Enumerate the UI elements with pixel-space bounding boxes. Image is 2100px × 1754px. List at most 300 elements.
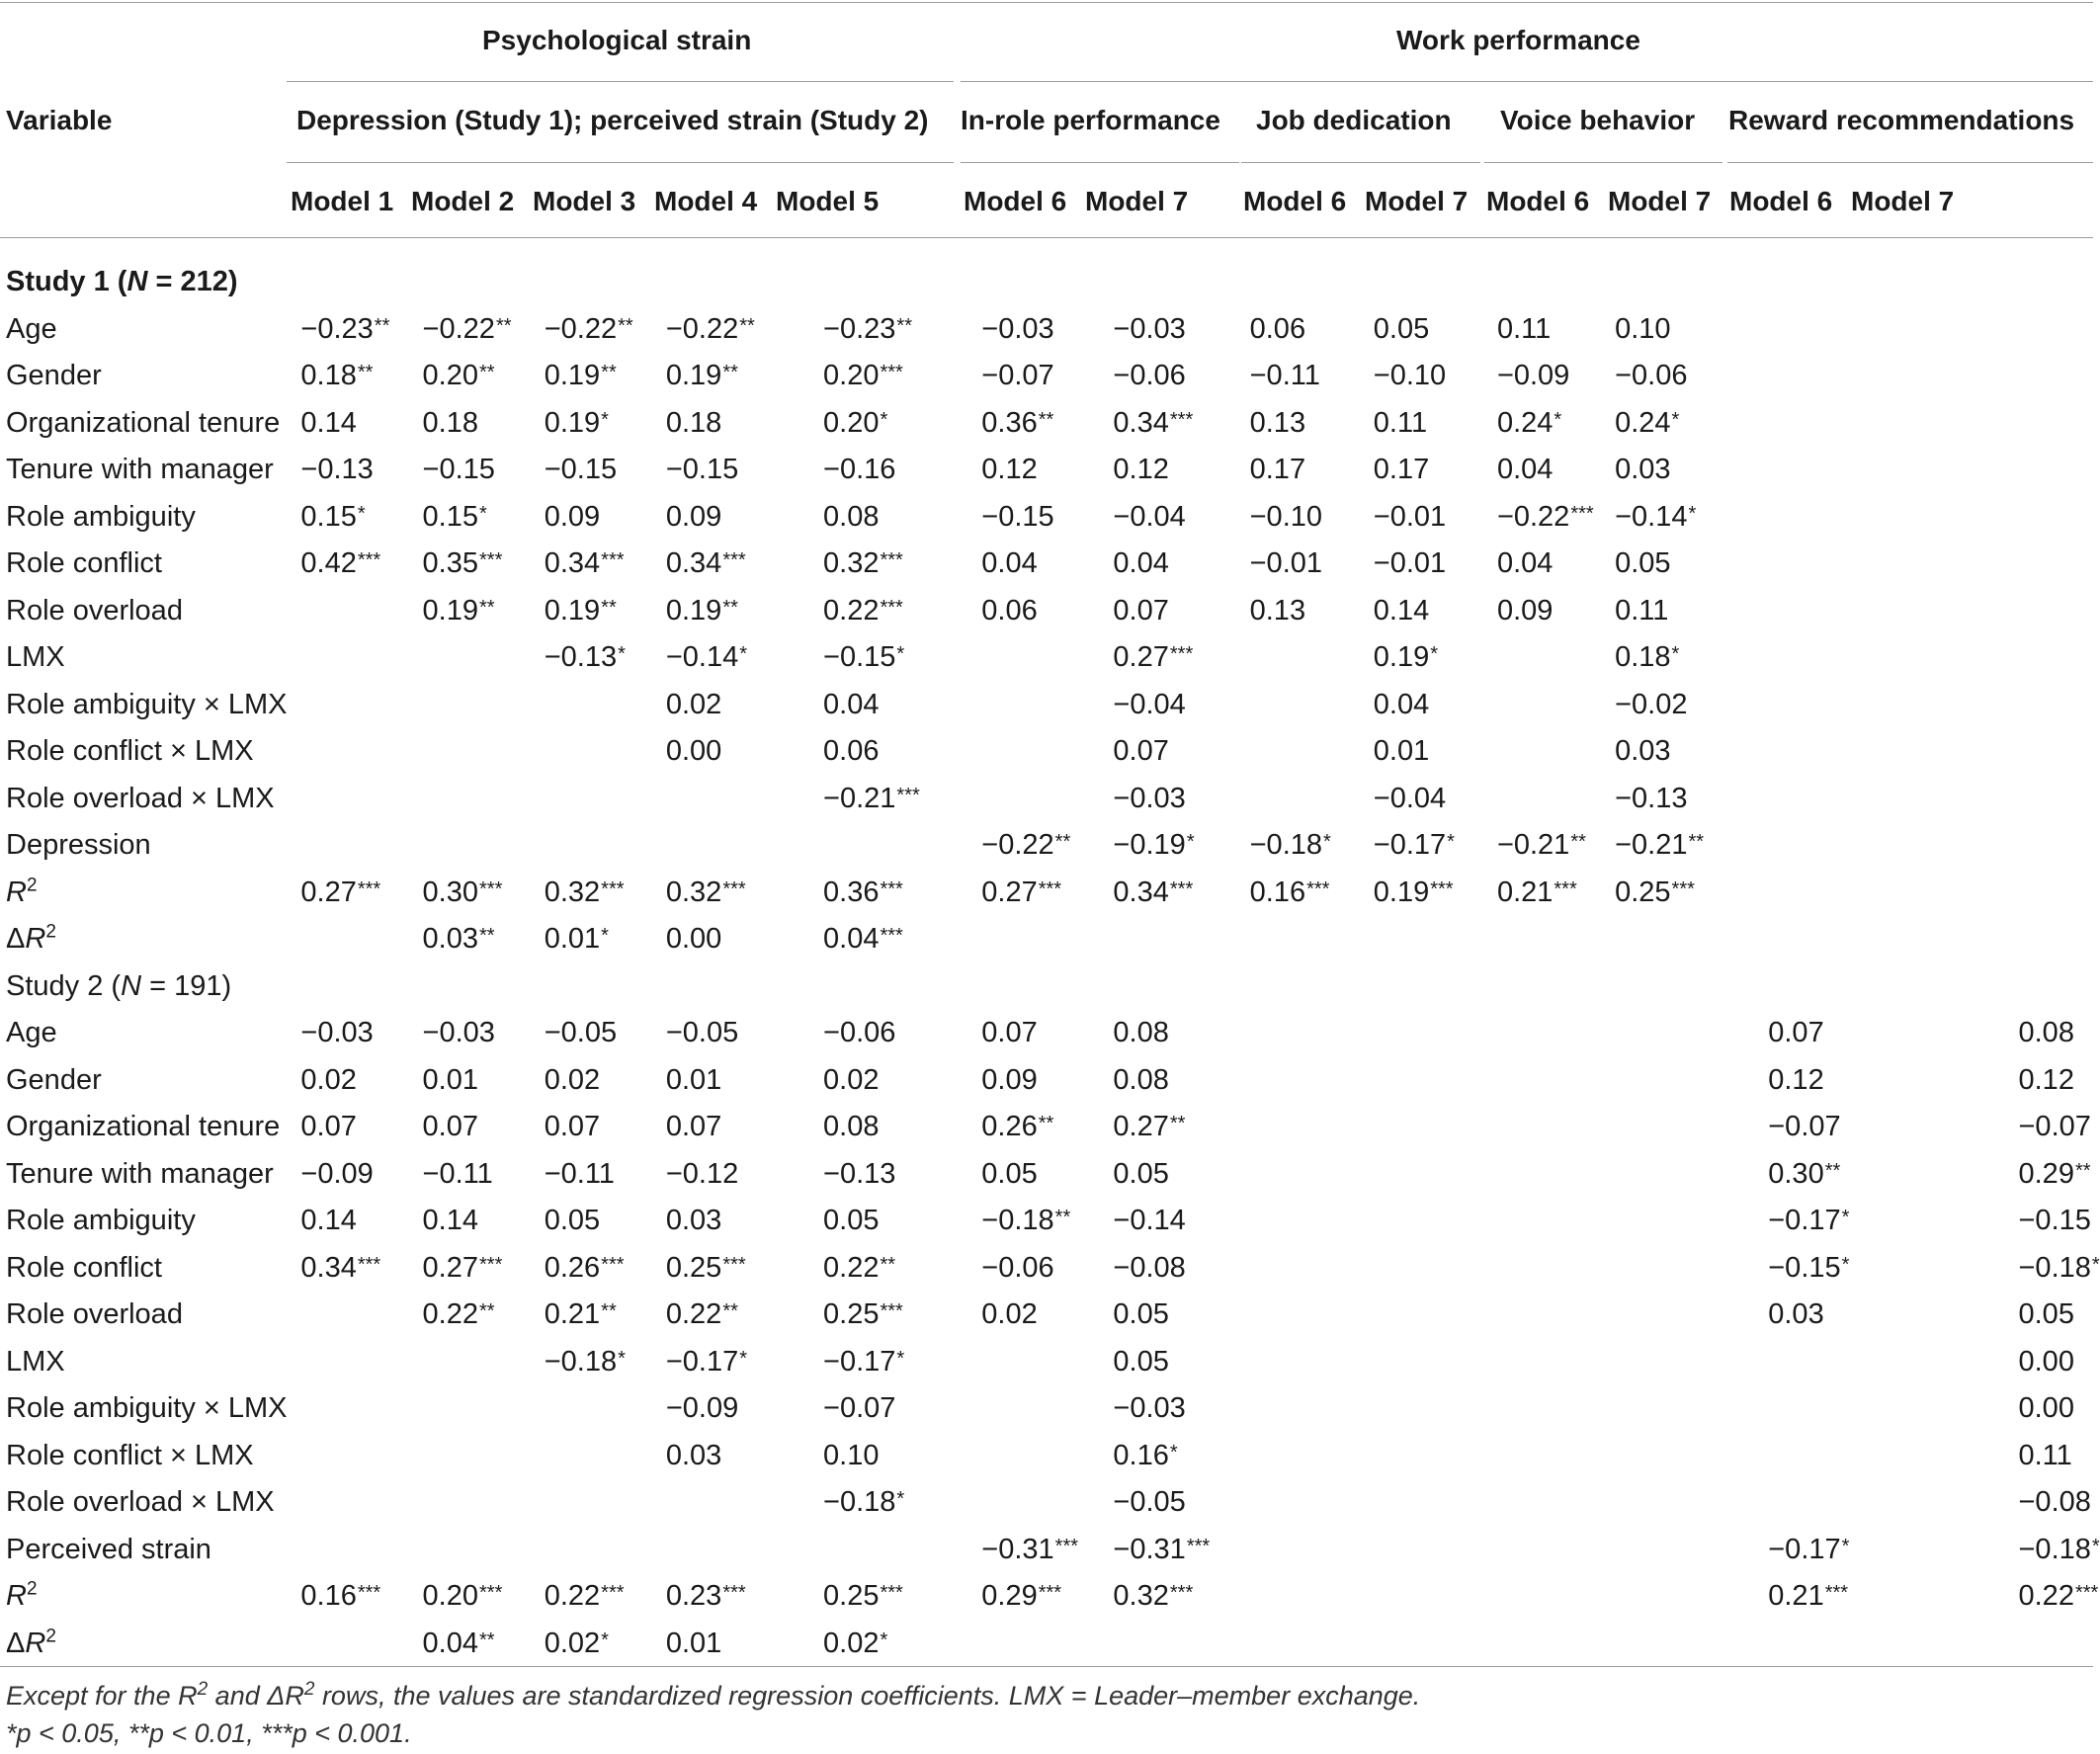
model-header: Model 3 [533, 186, 636, 216]
variable-cell: Role ambiguity [6, 1205, 196, 1237]
value-cell: 0.21*** [1496, 876, 1577, 908]
value-cell [1081, 916, 1239, 963]
value-cell: −0.15 [544, 454, 618, 486]
value-cell: 0.10 [823, 1439, 880, 1471]
value-cell: 0.30** [1768, 1157, 1841, 1190]
value-cell [1240, 916, 1362, 963]
value-cell: 0.05 [1373, 312, 1430, 345]
value-cell [1483, 776, 1605, 823]
value-cell: 0.08 [2018, 1017, 2074, 1049]
table-row [0, 1573, 2093, 1621]
value-cell: −0.05 [665, 1017, 739, 1049]
table-row [0, 1010, 2093, 1057]
value-cell: 0.02 [981, 1298, 1038, 1331]
value-cell: −0.13 [823, 1157, 896, 1190]
variable-cell: $R^2$ [6, 1578, 38, 1613]
value-cell [1483, 1010, 1605, 1057]
value-cell: 0.34*** [665, 547, 746, 580]
subheader-depression-strain: Depression (Study 1); perceived strain (Study 2) [296, 105, 929, 135]
value-cell: 0.08 [823, 500, 880, 533]
value-cell: −0.22** [544, 312, 633, 345]
value-cell: 0.21*** [1768, 1580, 1849, 1613]
value-cell: 0.12 [1768, 1063, 1824, 1096]
rule-sub-reward [1727, 162, 2093, 163]
variable-cell: Age [6, 1017, 57, 1049]
value-cell [1605, 1151, 1726, 1199]
variable-cell: Organizational tenure [6, 1111, 281, 1143]
value-cell: −0.10 [1249, 500, 1323, 533]
value-cell [1483, 1479, 1605, 1527]
table-row [0, 634, 2093, 682]
value-cell: 0.36*** [823, 876, 903, 908]
table-row [0, 682, 2093, 729]
value-cell: −0.17* [1768, 1533, 1850, 1565]
value-cell: 0.17 [1249, 454, 1306, 486]
value-cell: 0.12 [1113, 454, 1169, 486]
value-cell: 0.11 [1496, 312, 1552, 345]
value-cell [1240, 1339, 1362, 1386]
value-cell: 0.04** [422, 1627, 495, 1659]
value-cell: −0.08 [1113, 1251, 1186, 1284]
value-cell [1726, 494, 1909, 542]
variable-cell: $R^2$ [6, 875, 38, 908]
value-cell: 0.20* [823, 406, 888, 439]
value-cell: 0.32*** [544, 876, 625, 908]
value-cell [1605, 1433, 1726, 1480]
value-cell: −0.06 [1113, 360, 1186, 392]
value-cell [1362, 1010, 1483, 1057]
value-cell [1362, 1479, 1483, 1527]
value-cell: 0.07 [300, 1111, 357, 1143]
value-cell: −0.31*** [981, 1533, 1079, 1565]
value-cell: 0.32*** [665, 876, 746, 908]
value-cell: 0.02 [823, 1063, 880, 1096]
value-cell: 0.09 [1496, 594, 1554, 626]
value-cell [409, 1479, 531, 1527]
value-cell: 0.19* [544, 406, 609, 439]
value-cell: −0.15* [1768, 1251, 1850, 1284]
value-cell: 0.19** [665, 594, 738, 626]
table-row [0, 400, 2093, 448]
variable-cell: Role overload [6, 1298, 183, 1331]
value-cell: 0.05 [544, 1205, 601, 1237]
value-cell [1483, 1433, 1605, 1480]
variable-cell: Organizational tenure [6, 406, 281, 439]
value-cell [1726, 634, 1909, 682]
value-cell: 0.18* [1615, 641, 1680, 674]
table-note: Except for the $R^2$ and $\Delta R^2$ rows, the values are standardized regression coefficients. LMX = Leader–member exchange. [6, 1679, 1421, 1711]
value-cell: 0.30*** [422, 876, 503, 908]
value-cell [409, 822, 531, 870]
section-row-study1 [0, 259, 2093, 306]
value-cell: 0.27*** [1113, 641, 1194, 674]
variable-cell: Role ambiguity [6, 500, 196, 533]
value-cell [1910, 447, 2094, 494]
model-header: Model 2 [411, 186, 515, 216]
rule-work [961, 81, 2093, 82]
value-cell: 0.27*** [981, 876, 1062, 908]
group-header-psychological-strain: Psychological strain [482, 25, 752, 55]
value-cell [1910, 400, 2094, 448]
variable-cell: Role conflict [6, 547, 162, 580]
value-cell: 0.15* [422, 500, 487, 533]
value-cell: −0.09 [300, 1157, 374, 1190]
value-cell: −0.23** [300, 312, 390, 345]
value-cell [409, 1433, 531, 1480]
value-cell [1240, 1573, 1362, 1621]
value-cell [1362, 1385, 1483, 1433]
value-cell: −0.05 [1113, 1486, 1186, 1519]
value-cell: −0.14* [1615, 500, 1697, 533]
value-cell: 0.22** [823, 1251, 896, 1284]
value-cell: −0.02 [1615, 688, 1688, 720]
value-cell: 0.22** [665, 1298, 738, 1331]
value-cell: −0.21** [1615, 829, 1705, 862]
value-cell [1726, 728, 1909, 776]
variable-cell: Role overload × LMX [6, 1486, 275, 1519]
value-cell: 0.32*** [1113, 1580, 1194, 1613]
rule-psych [287, 81, 954, 82]
value-cell [1240, 1621, 1362, 1668]
value-cell [1362, 1245, 1483, 1293]
value-cell: 0.13 [1249, 406, 1306, 439]
table-row [0, 447, 2093, 494]
subheader-job-dedication: Job dedication [1256, 105, 1452, 135]
value-cell: 0.03 [1615, 454, 1671, 486]
section-label: Study 1 (N = 212) [6, 266, 238, 298]
value-cell: −0.22** [665, 312, 755, 345]
value-cell: −0.09 [1496, 360, 1570, 392]
value-cell [1362, 916, 1483, 963]
model-header: Model 7 [1365, 186, 1469, 216]
variable-cell: Perceived strain [6, 1533, 211, 1565]
value-cell: 0.14 [300, 1205, 357, 1237]
value-cell: 0.20** [422, 360, 495, 392]
value-cell: −0.18** [981, 1205, 1071, 1237]
value-cell: −0.15* [823, 641, 905, 674]
value-cell: 0.11 [1373, 406, 1428, 439]
value-cell: 0.19** [422, 594, 495, 626]
value-cell [1240, 1385, 1362, 1433]
value-cell: −0.21*** [823, 782, 920, 814]
value-cell [287, 776, 408, 823]
value-cell [960, 1339, 1081, 1386]
value-cell: 0.04*** [823, 923, 903, 956]
value-cell: 0.14 [1373, 594, 1430, 626]
value-cell [1726, 306, 1909, 354]
value-cell [960, 1385, 1081, 1433]
value-cell: 0.09 [544, 500, 601, 533]
value-cell: −0.23** [823, 312, 912, 345]
value-cell: 0.34*** [300, 1251, 381, 1284]
value-cell: 0.19** [544, 360, 617, 392]
value-cell [1362, 1339, 1483, 1386]
value-cell: −0.17* [1768, 1205, 1850, 1237]
value-cell: 0.25*** [823, 1298, 903, 1331]
variable-cell: Role ambiguity × LMX [6, 1392, 288, 1425]
value-cell [1726, 400, 1909, 448]
value-cell [652, 776, 774, 823]
value-cell: 0.22** [422, 1298, 495, 1331]
variable-cell: Role overload × LMX [6, 782, 275, 814]
value-cell [1726, 353, 1909, 400]
model-header: Model 7 [1085, 186, 1189, 216]
value-cell [409, 1385, 531, 1433]
value-cell [531, 822, 652, 870]
value-cell: 0.05 [823, 1205, 880, 1237]
value-cell: −0.19* [1113, 829, 1195, 862]
value-cell: 0.05 [1113, 1298, 1169, 1331]
value-cell: −0.17* [823, 1345, 905, 1378]
value-cell: 0.07 [422, 1111, 478, 1143]
subheader-reward-recommendations: Reward recommendations [1728, 105, 2075, 135]
table-row [0, 1245, 2093, 1293]
variable-cell: $\Delta R^2$ [6, 1626, 56, 1659]
value-cell [531, 1433, 652, 1480]
value-cell [1483, 728, 1605, 776]
table-row [0, 776, 2093, 823]
value-cell: −0.18* [823, 1486, 905, 1519]
value-cell: 0.04 [981, 547, 1038, 580]
value-cell: 0.25*** [665, 1251, 746, 1284]
value-cell [960, 1479, 1081, 1527]
variable-cell: Tenure with manager [6, 1157, 274, 1190]
variable-cell: Gender [6, 360, 102, 392]
value-cell: 0.08 [823, 1111, 880, 1143]
value-cell: 0.14 [422, 1205, 478, 1237]
value-cell [1605, 1104, 1726, 1151]
value-cell: −0.03 [981, 312, 1054, 345]
value-cell: −0.21** [1496, 829, 1586, 862]
value-cell: 0.22*** [2018, 1580, 2099, 1613]
value-cell [1483, 1245, 1605, 1293]
value-cell [1240, 1198, 1362, 1245]
value-cell: 0.22*** [544, 1580, 625, 1613]
value-cell [1726, 776, 1909, 823]
value-cell [1362, 1151, 1483, 1199]
value-cell [1726, 1621, 1909, 1668]
value-cell: −0.17* [1373, 829, 1455, 862]
value-cell: 0.10 [1615, 312, 1671, 345]
value-cell: 0.04 [1373, 688, 1430, 720]
value-cell: −0.11 [544, 1157, 615, 1190]
value-cell [1726, 1433, 1909, 1480]
results-table [0, 259, 2100, 1667]
table-row [0, 1385, 2093, 1433]
value-cell [1605, 1621, 1726, 1668]
value-cell: 0.12 [981, 454, 1038, 486]
value-cell [1605, 1339, 1726, 1386]
value-cell: 0.18 [665, 406, 722, 439]
value-cell: −0.06 [1615, 360, 1688, 392]
table-row [0, 1057, 2093, 1105]
value-cell [1910, 916, 2094, 963]
value-cell [409, 1339, 531, 1386]
value-cell: 0.08 [1113, 1017, 1169, 1049]
value-cell: −0.22** [981, 829, 1071, 862]
value-cell [531, 1527, 652, 1574]
value-cell [1483, 1573, 1605, 1621]
value-cell [1726, 822, 1909, 870]
value-cell: 0.24* [1496, 406, 1562, 439]
value-cell: 0.07 [1113, 594, 1169, 626]
value-cell [652, 822, 774, 870]
value-cell [287, 1339, 408, 1386]
value-cell [1726, 588, 1909, 635]
value-cell [960, 916, 1081, 963]
value-cell [1605, 1385, 1726, 1433]
value-cell: −0.14* [665, 641, 748, 674]
value-cell [1362, 1057, 1483, 1105]
value-cell: −0.18* [2018, 1251, 2100, 1284]
value-cell: 0.25*** [1615, 876, 1695, 908]
value-cell: 0.07 [544, 1111, 601, 1143]
value-cell: 0.00 [665, 923, 722, 956]
value-cell [960, 1433, 1081, 1480]
value-cell: 0.12 [2018, 1063, 2074, 1096]
value-cell: −0.04 [1113, 688, 1186, 720]
value-cell [1910, 776, 2094, 823]
value-cell [409, 728, 531, 776]
value-cell: −0.07 [981, 360, 1054, 392]
table-row [0, 916, 2093, 963]
value-cell: −0.04 [1373, 782, 1447, 814]
value-cell: −0.22*** [1496, 500, 1594, 533]
value-cell: 0.05 [2018, 1298, 2074, 1331]
value-cell: 0.27*** [300, 876, 381, 908]
value-cell: 0.00 [665, 735, 722, 768]
value-cell: −0.18* [544, 1345, 626, 1378]
variable-cell: Role overload [6, 594, 183, 626]
table-row [0, 1433, 2093, 1480]
value-cell: 0.14 [300, 406, 357, 439]
column-header-variable: Variable [6, 105, 113, 135]
table-bottom-rule [0, 1666, 2093, 1667]
section-label: Study 2 (N = 191) [6, 969, 232, 1002]
value-cell [1483, 916, 1605, 963]
value-cell [287, 822, 408, 870]
value-cell [287, 1621, 408, 1668]
value-cell [1605, 1010, 1726, 1057]
value-cell [1362, 1104, 1483, 1151]
value-cell [960, 682, 1081, 729]
value-cell: 0.42*** [300, 547, 381, 580]
value-cell [1910, 588, 2094, 635]
value-cell: −0.18* [2018, 1533, 2100, 1565]
value-cell [409, 634, 531, 682]
value-cell [652, 1527, 774, 1574]
value-cell: 0.02* [823, 1627, 888, 1659]
value-cell: 0.09 [981, 1063, 1038, 1096]
value-cell [1605, 1573, 1726, 1621]
value-cell [287, 634, 408, 682]
model-header: Model 1 [291, 186, 394, 216]
value-cell: 0.03 [665, 1439, 722, 1471]
value-cell [1605, 1245, 1726, 1293]
value-cell: 0.29** [2018, 1157, 2091, 1190]
value-cell [1483, 682, 1605, 729]
value-cell [1483, 1057, 1605, 1105]
value-cell: 0.18 [422, 406, 478, 439]
value-cell [1605, 1057, 1726, 1105]
value-cell: −0.09 [665, 1392, 739, 1425]
value-cell: −0.22** [422, 312, 512, 345]
value-cell: −0.15 [665, 454, 739, 486]
rule-sub-jobded [1241, 162, 1480, 163]
value-cell [1910, 728, 2094, 776]
value-cell [1240, 1010, 1362, 1057]
value-cell: −0.10 [1373, 360, 1447, 392]
value-cell: −0.01 [1373, 547, 1447, 580]
value-cell [960, 776, 1081, 823]
value-cell [1910, 494, 2094, 542]
value-cell [409, 1527, 531, 1574]
note-r2: $R^2$ [178, 1679, 209, 1711]
table-row [0, 1527, 2093, 1574]
value-cell [1483, 634, 1605, 682]
value-cell: −0.13 [1615, 782, 1688, 814]
value-cell: 0.07 [981, 1017, 1038, 1049]
value-cell: −0.13 [300, 454, 374, 486]
value-cell: −0.14 [1113, 1205, 1186, 1237]
variable-cell: Gender [6, 1063, 102, 1096]
value-cell [531, 1385, 652, 1433]
value-cell: 0.02 [544, 1063, 601, 1096]
value-cell [1726, 541, 1909, 588]
value-cell: 0.01 [1373, 735, 1430, 768]
table-row [0, 1104, 2093, 1151]
value-cell: 0.05 [1615, 547, 1671, 580]
value-cell: −0.15 [422, 454, 495, 486]
table-row [0, 1151, 2093, 1199]
value-cell [287, 1433, 408, 1480]
rule-sub-voice [1484, 162, 1722, 163]
variable-cell: Role conflict × LMX [6, 735, 254, 768]
table-row [0, 306, 2093, 354]
note-dr2: $\Delta R^2$ [267, 1679, 315, 1711]
model-header: Model 5 [776, 186, 880, 216]
value-cell: 0.24* [1615, 406, 1680, 439]
value-cell: 0.15* [300, 500, 366, 533]
value-cell [1240, 776, 1362, 823]
value-cell: 0.01 [665, 1063, 722, 1096]
value-cell: −0.12 [665, 1157, 739, 1190]
model-header: Model 6 [964, 186, 1067, 216]
value-cell [287, 1292, 408, 1339]
table-row [0, 541, 2093, 588]
value-cell [1362, 1292, 1483, 1339]
value-cell [287, 916, 408, 963]
value-cell [960, 634, 1081, 682]
value-cell [1483, 1339, 1605, 1386]
value-cell [1726, 1385, 1909, 1433]
variable-cell: Tenure with manager [6, 454, 274, 486]
value-cell [1483, 1151, 1605, 1199]
value-cell [774, 822, 960, 870]
value-cell: 0.06 [981, 594, 1038, 626]
value-cell: −0.08 [2018, 1486, 2091, 1519]
value-cell: 0.00 [2018, 1345, 2074, 1378]
value-cell: −0.06 [823, 1017, 896, 1049]
value-cell [1240, 682, 1362, 729]
group-header-work-performance: Work performance [1396, 25, 1640, 55]
value-cell [1910, 541, 2094, 588]
value-cell: 0.03 [665, 1205, 722, 1237]
value-cell [531, 728, 652, 776]
table-row [0, 1198, 2093, 1245]
value-cell: 0.04 [1496, 547, 1554, 580]
model-header: Model 7 [1608, 186, 1712, 216]
